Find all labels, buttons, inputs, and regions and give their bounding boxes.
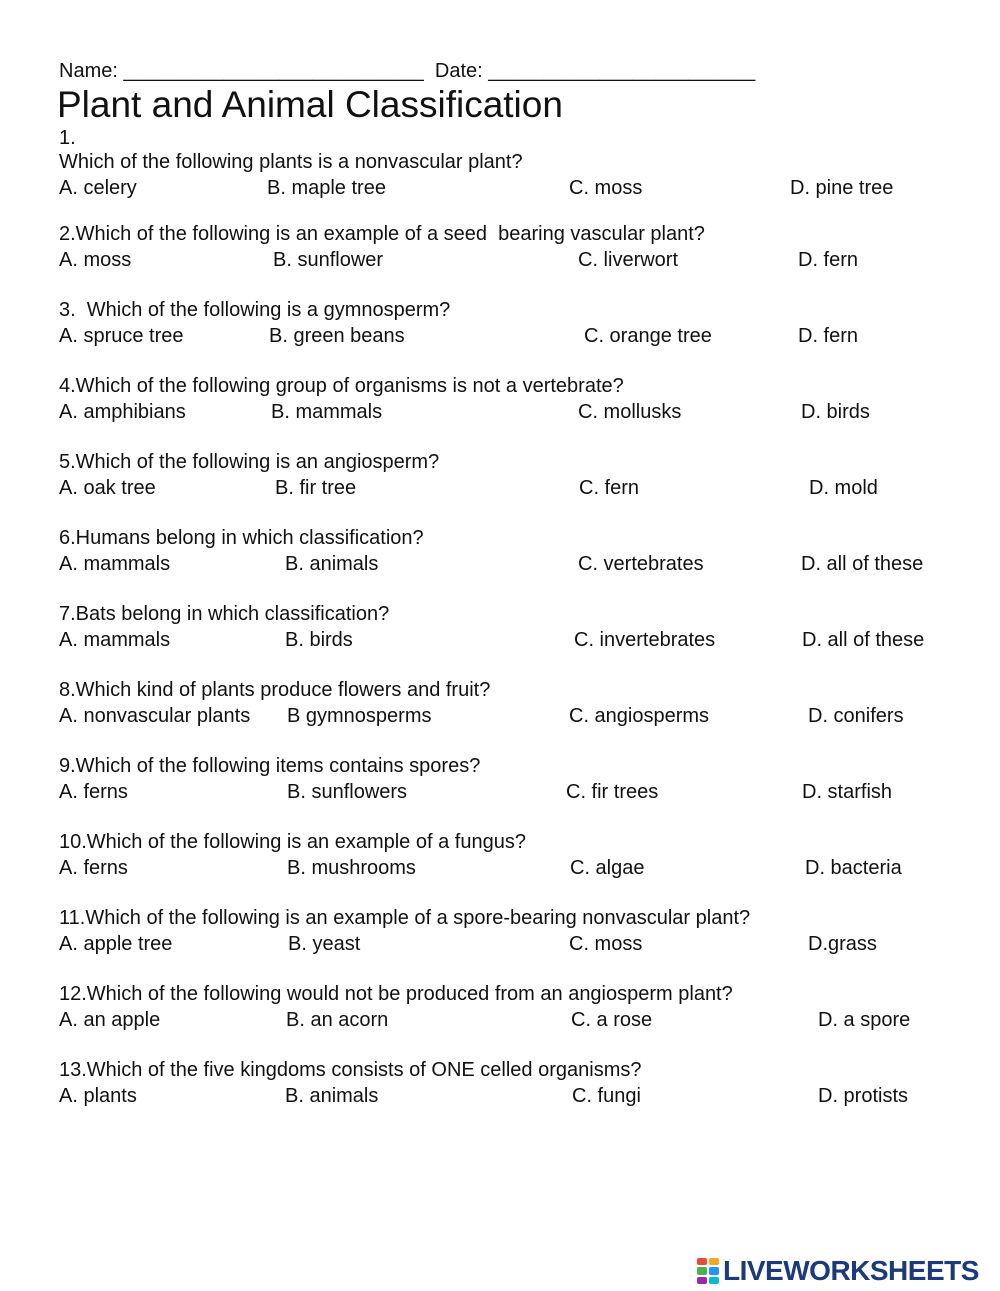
answer-options — [59, 1084, 979, 1110]
answer-option-c[interactable]: C. vertebrates — [578, 553, 704, 575]
answer-options — [59, 176, 979, 202]
answer-option-b[interactable]: B. birds — [285, 629, 353, 651]
answer-option-a[interactable]: A. oak tree — [59, 477, 156, 499]
answer-options — [59, 704, 979, 730]
answer-options — [59, 628, 979, 654]
answer-option-c[interactable]: C. algae — [570, 857, 645, 879]
liveworksheets-logo-icon — [697, 1258, 719, 1284]
question-4 — [59, 374, 979, 426]
answer-option-d[interactable]: D. birds — [801, 401, 870, 423]
question-text: 9.Which of the following items contains spores? — [59, 755, 481, 777]
answer-option-b[interactable]: B. yeast — [288, 933, 361, 955]
answer-option-c[interactable]: C. orange tree — [584, 325, 712, 347]
answer-option-a[interactable]: A. nonvascular plants — [59, 705, 251, 727]
answer-option-a[interactable]: A. mammals — [59, 553, 171, 575]
answer-option-c[interactable]: C. fir trees — [566, 781, 659, 803]
question-5 — [59, 450, 979, 502]
question-text: 13.Which of the five kingdoms consists of ONE celled organisms? — [59, 1059, 642, 1081]
question-13 — [59, 1058, 979, 1110]
answer-option-a[interactable]: A. ferns — [59, 781, 128, 803]
answer-option-a[interactable]: A. amphibians — [59, 401, 186, 423]
answer-option-d[interactable]: D. starfish — [802, 781, 893, 803]
question-12 — [59, 982, 979, 1034]
question-text: Which of the following plants is a nonvascular plant? — [59, 151, 523, 173]
answer-option-b[interactable]: B gymnosperms — [287, 705, 432, 727]
answer-option-b[interactable]: B. animals — [285, 1085, 379, 1107]
answer-options — [59, 1008, 979, 1034]
question-text: 11.Which of the following is an example of a spore-bearing nonvascular plant? — [59, 907, 751, 929]
answer-option-b[interactable]: B. animals — [285, 553, 379, 575]
answer-option-a[interactable]: A. moss — [59, 249, 132, 271]
answer-options — [59, 552, 979, 578]
answer-option-c[interactable]: C. a rose — [571, 1009, 653, 1031]
question-text: 4.Which of the following group of organisms is not a vertebrate? — [59, 375, 624, 397]
answer-option-b[interactable]: B. green beans — [269, 325, 405, 347]
answer-options — [59, 856, 979, 882]
answer-options — [59, 248, 979, 274]
answer-option-d[interactable]: D. fern — [798, 249, 859, 271]
answer-option-a[interactable]: A. an apple — [59, 1009, 161, 1031]
question-text: 3. Which of the following is a gymnosperm? — [59, 299, 451, 321]
answer-option-c[interactable]: C. fungi — [572, 1085, 641, 1107]
answer-option-b[interactable]: B. sunflowers — [287, 781, 408, 803]
question-text: 5.Which of the following is an angiosperm? — [59, 451, 440, 473]
question-text: 8.Which kind of plants produce flowers and fruit? — [59, 679, 491, 701]
answer-option-a[interactable]: A. celery — [59, 177, 137, 199]
answer-option-d[interactable]: D. conifers — [808, 705, 904, 727]
question-6 — [59, 526, 979, 578]
answer-options — [59, 932, 979, 958]
question-11 — [59, 906, 979, 958]
page-title: Plant and Animal Classification — [57, 84, 563, 125]
answer-options — [59, 400, 979, 426]
question-text: 10.Which of the following is an example of a fungus? — [59, 831, 526, 853]
watermark-text: LIVEWORKSHEETS — [723, 1255, 979, 1286]
answer-option-d[interactable]: D.grass — [808, 933, 877, 955]
answer-option-b[interactable]: B. sunflower — [273, 249, 384, 271]
question-3 — [59, 298, 979, 350]
answer-option-d[interactable]: D. bacteria — [805, 857, 902, 879]
question-text: 2.Which of the following is an example of a seed bearing vascular plant? — [59, 223, 705, 245]
answer-option-d[interactable]: D. mold — [809, 477, 878, 499]
answer-option-c[interactable]: C. liverwort — [578, 249, 679, 271]
answer-option-c[interactable]: C. fern — [579, 477, 640, 499]
answer-option-d[interactable]: D. all of these — [802, 629, 925, 651]
answer-option-b[interactable]: B. mushrooms — [287, 857, 416, 879]
answer-option-c[interactable]: C. moss — [569, 933, 643, 955]
question-10 — [59, 830, 979, 882]
answer-option-b[interactable]: B. maple tree — [267, 177, 386, 199]
answer-option-d[interactable]: D. fern — [798, 325, 859, 347]
answer-option-d[interactable]: D. protists — [818, 1085, 909, 1107]
answer-option-c[interactable]: C. invertebrates — [574, 629, 716, 651]
answer-options — [59, 780, 979, 806]
answer-option-b[interactable]: B. mammals — [271, 401, 383, 423]
answer-option-c[interactable]: C. moss — [569, 177, 643, 199]
answer-options — [59, 476, 979, 502]
answer-option-b[interactable]: B. an acorn — [286, 1009, 389, 1031]
question-text: 12.Which of the following would not be produced from an angiosperm plant? — [59, 983, 733, 1005]
question-1 — [59, 150, 979, 202]
question-9 — [59, 754, 979, 806]
answer-option-a[interactable]: A. spruce tree — [59, 325, 184, 347]
answer-option-b[interactable]: B. fir tree — [275, 477, 357, 499]
liveworksheets-watermark — [697, 1256, 979, 1286]
name-date-line: Name: ___________________________ Date: ________________________ — [59, 60, 756, 82]
question-7 — [59, 602, 979, 654]
answer-option-d[interactable]: D. a spore — [818, 1009, 911, 1031]
question-text: 7.Bats belong in which classification? — [59, 603, 390, 625]
answer-option-c[interactable]: C. mollusks — [578, 401, 682, 423]
answer-option-a[interactable]: A. plants — [59, 1085, 137, 1107]
question-text: 6.Humans belong in which classification? — [59, 527, 424, 549]
answer-option-c[interactable]: C. angiosperms — [569, 705, 710, 727]
answer-option-d[interactable]: D. all of these — [801, 553, 924, 575]
answer-option-a[interactable]: A. ferns — [59, 857, 128, 879]
question-2 — [59, 222, 979, 274]
answer-options — [59, 324, 979, 350]
answer-option-a[interactable]: A. mammals — [59, 629, 171, 651]
question-1-number: 1. — [59, 127, 76, 149]
answer-option-a[interactable]: A. apple tree — [59, 933, 173, 955]
answer-option-d[interactable]: D. pine tree — [790, 177, 894, 199]
question-8 — [59, 678, 979, 730]
